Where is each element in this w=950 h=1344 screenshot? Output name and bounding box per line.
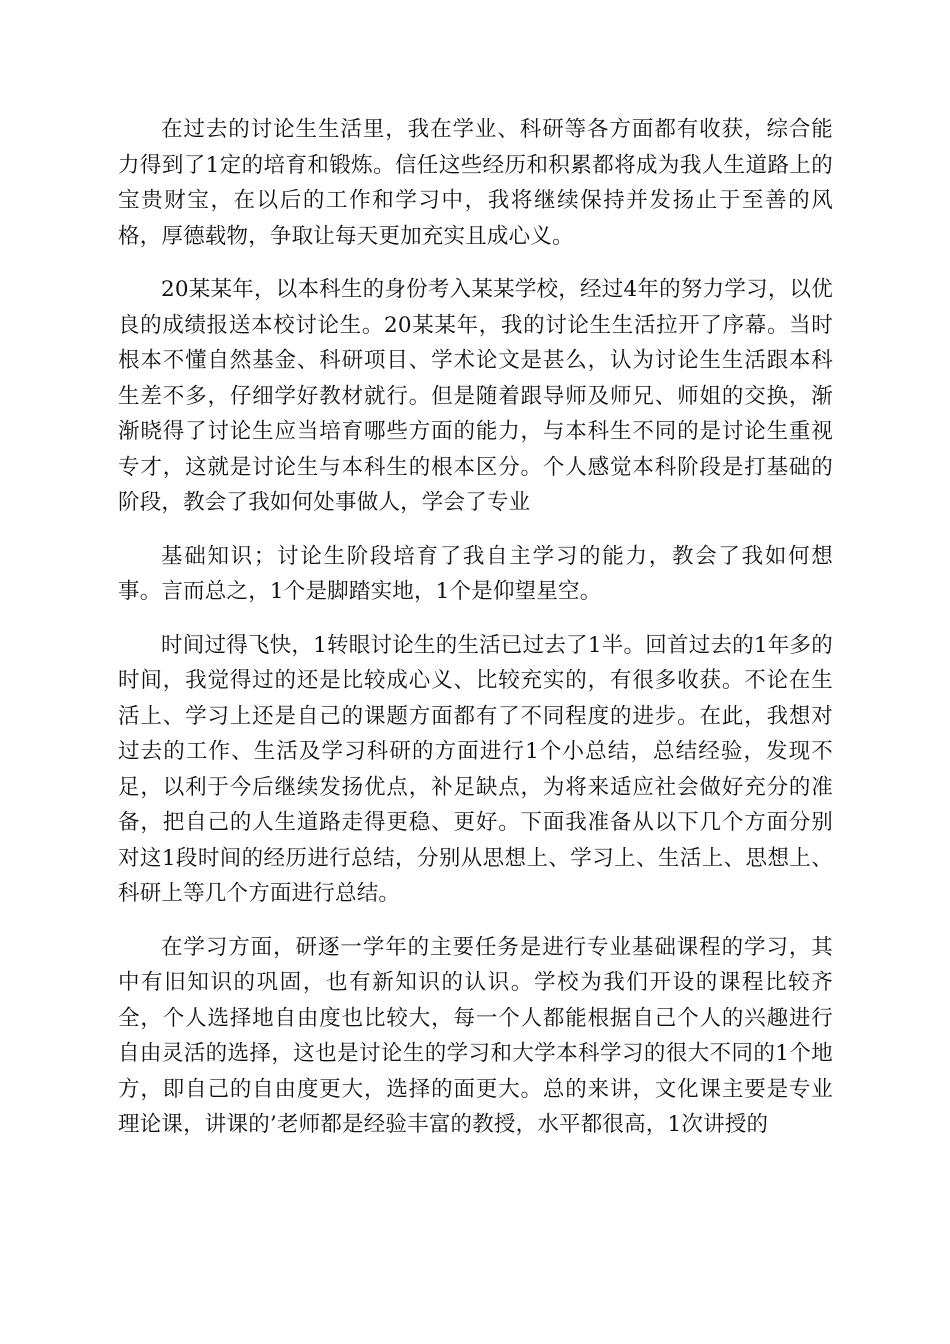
paragraph-4: 时间过得飞快，1转眼讨论生的生活已过去了1半。回首过去的1年多的时间，我觉得过的还是比较成心义、比较充实的，有很多收获。不论在生活上、学习上还是自己的课题方面都有了不同程度的进步。在此，我想对过去的工作、生活及学习科研的方面进行1个小总结，总结经验，发现不足，以利于今后继续发扬优点，补足缺点，为将来适应社会做好充分的准备，把自己的人生道路走得更稳、更好。下面我准备从以下几个方面分别对这1段时间的经历进行总结，分别从思想上、学习上、生活上、思想上、科研上等几个方面进行总结。 xyxy=(118,632,833,906)
document-page xyxy=(118,112,833,1161)
paragraph-2: 20某某年，以本科生的身份考入某某学校，经过4年的努力学习，以优良的成绩报送本校讨论生。20某某年，我的讨论生生活拉开了序幕。当时根本不懂自然基金、科研项目、学术论文是甚么，认为讨论生生活跟本科生差不多，仔细学好教材就行。但是随着跟导师及师兄、师姐的交换，渐渐晓得了讨论生应当培育哪些方面的能力，与本科生不同的是讨论生重视专才，这就是讨论生与本科生的根本区分。个人感觉本科阶段是打基础的阶段，教会了我如何处事做人，学会了专业 xyxy=(118,277,833,515)
paragraph-5: 在学习方面，研逐一学年的主要任务是进行专业基础课程的学习，其中有旧知识的巩固，也有新知识的认识。学校为我们开设的课程比较齐全，个人选择地自由度也比较大，每一个人都能根据自己个人的兴趣进行自由灵活的选择，这也是讨论生的学习和大学本科学习的很大不同的1个地方，即自己的自由度更大，选择的面更大。总的来讲，文化课主要是专业理论课，讲课的’老师都是经验丰富的教授，水平都很高，1次讲授的 xyxy=(118,934,833,1137)
paragraph-1: 在过去的讨论生生活里，我在学业、科研等各方面都有收获，综合能力得到了1定的培育和锻炼。信任这些经历和积累都将成为我人生道路上的宝贵财宝，在以后的工作和学习中，我将继续保持并发扬止于至善的风格，厚德载物，争取让每天更加充实且成心义。 xyxy=(118,117,833,249)
paragraph-3: 基础知识；讨论生阶段培育了我自主学习的能力，教会了我如何想事。言而总之，1个是脚踏实地，1个是仰望星空。 xyxy=(118,543,833,604)
